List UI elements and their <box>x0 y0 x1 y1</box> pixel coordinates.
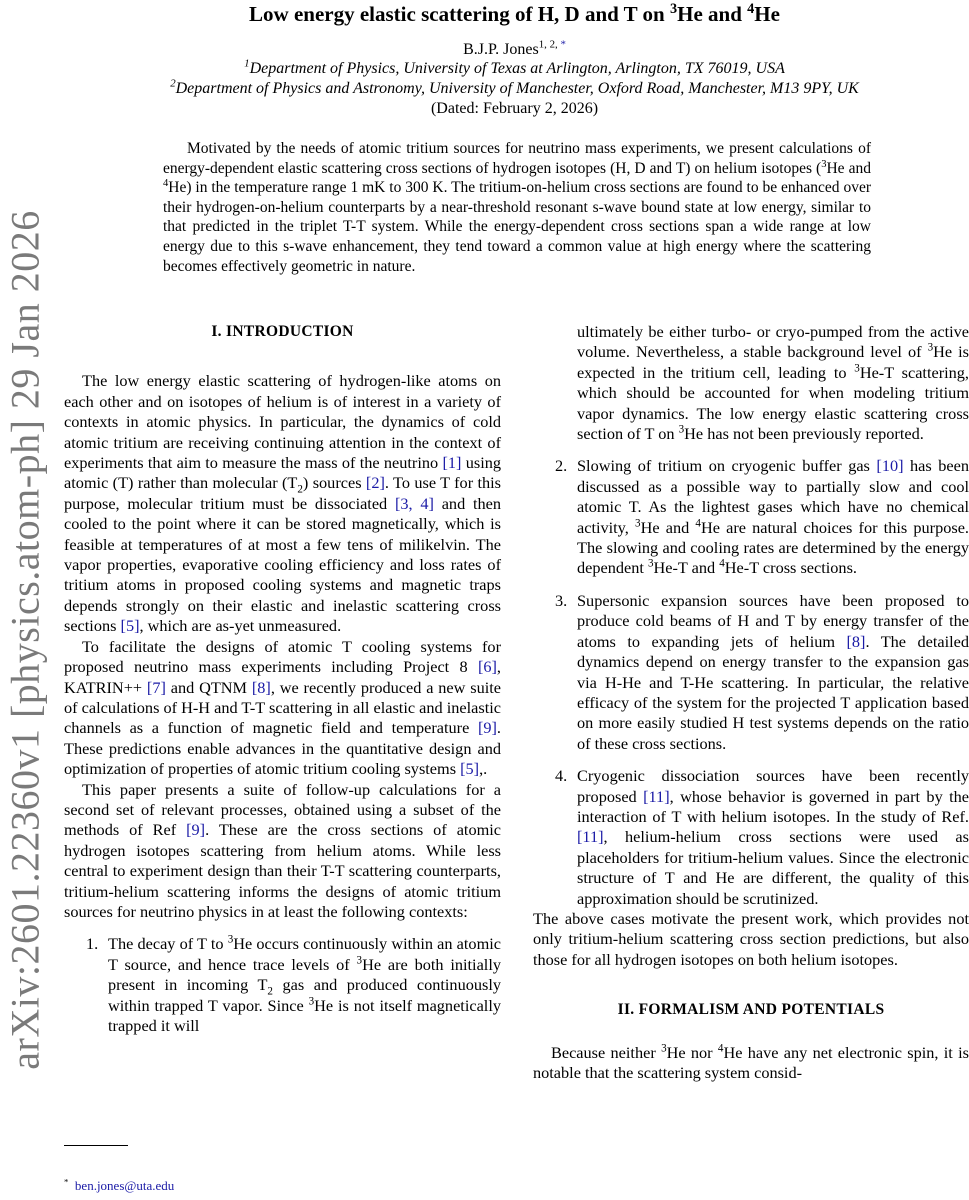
paragraph: Because neither $^3$He nor $^4$He have any net electronic spin, it is notable that the scattering system consid- <box>533 1042 969 1082</box>
affiliation-2: $^2$Department of Physics and Astronomy, University of Manchester, Oxford Road, Manchester, M13 9PY, UK <box>170 77 859 97</box>
paragraph: To facilitate the designs of atomic T cooling systems for proposed neutrino mass experiments including Project 8 [6], KATRIN++ [7] and QTNM [8], we recently produced a new suite of calculations of H-H and T-T scattering in all elastic and inelastic channels as a function of magnetic field and temperature [9]. These predictions enable advances in the quantitative design and optimization of properties of atomic tritium cooling systems [5],. <box>64 636 501 779</box>
citation-link[interactable]: [2] <box>365 473 385 493</box>
citation-link[interactable]: [1] <box>442 453 462 473</box>
footnote-marker: * <box>64 1176 69 1187</box>
citation-link[interactable]: [3, <box>394 493 413 513</box>
citation-link[interactable]: [9] <box>186 820 206 840</box>
footnote <box>64 1178 174 1194</box>
list-item: 2. Slowing of tritium on cryogenic buffer gas [10] has been discussed as a possible way to partially slow and cool atomic T. As the lightest gases which have no chemical activity, $^3$He and $^4$He are natural choices for this purpose. The slowing and cooling rates are determined by the energy dependent $^3$He-T and $^4$He-T cross sections. <box>555 456 969 578</box>
section-heading-introduction: I. INTRODUCTION <box>211 323 354 340</box>
arxiv-identifier: arXiv:2601.22360v1 [physics.atom-ph] 29 Jan 2026 <box>2 210 48 1070</box>
date-line: (Dated: February 2, 2026) <box>430 100 599 117</box>
citation-link[interactable]: [10] <box>876 456 904 476</box>
list-item: 3. Supersonic expansion sources have been proposed to produce cold beams of H and T by energy transfer of the atoms to expanding jets of helium [8]. The detailed dynamics depend on energy transfer to the expansion gas via H-He and T-He scattering. In particular, the relative efficacy of the system for the projected T application based on more easily studied H test systems depends on the ratio of these cross sections. <box>555 590 969 753</box>
paragraph: The low energy elastic scattering of hydrogen-like atoms on each other and on isotopes of helium is of interest in a variety of contexts in atomic physics. In particular, the dynamics of cold atomic tritium are receiving continuing attention in the context of experiments that aim to measure the mass of the neutrino [1] using atomic (T) rather than molecular $(T_2)$ sources [2]. To use T for this purpose, molecular tritium must be dissociated [3, 4] and then cooled to the point where it can be stored magnetically, which is feasible at temperatures of at most a few tens of milikelvin. The vapor properties, evaporative cooling efficiency and loss rates of tritium atoms in proposed cooling systems and magnetic traps depends strongly on their elastic and inelastic scattering cross sections [5], which are as-yet unmeasured. <box>64 371 501 636</box>
citation-link[interactable]: [11] <box>643 786 670 806</box>
citation-link[interactable]: [5] <box>120 616 140 636</box>
paragraph: The above cases motivate the present work, which provides not only tritium-helium scattering cross section predictions, but also those for all hydrogen isotopes on both helium isotopes. <box>533 908 969 969</box>
affiliation-1: $^1$Department of Physics, University of Texas at Arlington, Arlington, TX 76019, USA <box>244 57 785 77</box>
arxiv-sidebar <box>0 0 50 1200</box>
paper-title: Low energy elastic scattering of H, D and T on $^3$He and $^4$He <box>249 1 780 26</box>
citation-link[interactable]: [8] <box>846 631 866 651</box>
citation-link[interactable]: [11] <box>577 827 604 847</box>
citation-link[interactable]: [7] <box>146 677 166 697</box>
citation-link[interactable]: [9] <box>477 718 497 738</box>
citation-link[interactable]: [6] <box>477 657 497 677</box>
footnote-link[interactable]: * <box>557 38 566 51</box>
list-item-continuation: ultimately be either turbo- or cryo-pumped from the active volume. Nevertheless, a stable background level of $^3$He is expected in the tritium cell, leading to $^3$He-T scattering, which should be accounted for when modeling tritium vapor dynamics. The low energy elastic scattering cross section of T on $^3$He has not been previously reported. <box>577 322 969 444</box>
footnote-rule <box>64 1145 128 1146</box>
email-link[interactable]: ben.jones@uta.edu <box>74 1178 175 1193</box>
section-heading-formalism: II. FORMALISM AND POTENTIALS <box>617 1001 885 1019</box>
citation-link[interactable]: [5] <box>460 759 480 779</box>
citation-link[interactable]: [8] <box>251 677 271 697</box>
citation-link[interactable]: 4] <box>420 493 434 513</box>
abstract: Motivated by the needs of atomic tritium sources for neutrino mass experiments, we present calculations of energy-dependent elastic scattering cross sections of hydrogen isotopes (H, D and T) on helium isotopes ($^3$He and $^4$He) in the temperature range 1 mK to 300 K. The tritium-on-helium cross sections are found to be enhanced over their hydrogen-on-helium counterparts by a near-threshold resonant s-wave bound state at low energy, similar to that predicted in the triplet T-T system. While the energy-dependent cross sections span a wide range at low energy due to this s-wave enhancement, they tend toward a common value at high energy where the scattering becomes effectively geometric in nature. <box>163 140 871 275</box>
paragraph: This paper presents a suite of follow-up calculations for a second set of relevant processes, obtained using a subset of the methods of Ref [9]. These are the cross sections of atomic hydrogen isotopes scattering from helium atoms. While less central to experiment design than their T-T scattering counterparts, tritium-helium scattering informs the designs of atomic tritium sources for neutrino physics in at least the following contexts: <box>64 779 501 921</box>
left-column <box>64 322 501 1036</box>
title-block <box>60 0 969 119</box>
list-item: 4. Cryogenic dissociation sources have been recently proposed [11], whose behavior is governed in part by the interaction of T with helium isotopes. In the study of Ref. [11], helium-helium cross sections were used as placeholders for tritium-helium values. Since the electronic structure of T and He are different, the quality of this approximation should be scrutinized. <box>555 766 969 908</box>
author-line: B.J.P. Jones$^{1, 2,}$ * <box>463 38 566 58</box>
contexts-list <box>64 934 501 1036</box>
list-item: 1. The decay of T to $^3$He occurs continuously within an atomic T source, and hence trace levels of $^3$He are both initially present in incoming $T_2$ gas and produced continuously within trapped T vapor. Since $^3$He is not itself magnetically trapped it will <box>86 933 501 1035</box>
right-column <box>533 322 969 1083</box>
author-name: B.J.P. Jones <box>463 41 539 58</box>
